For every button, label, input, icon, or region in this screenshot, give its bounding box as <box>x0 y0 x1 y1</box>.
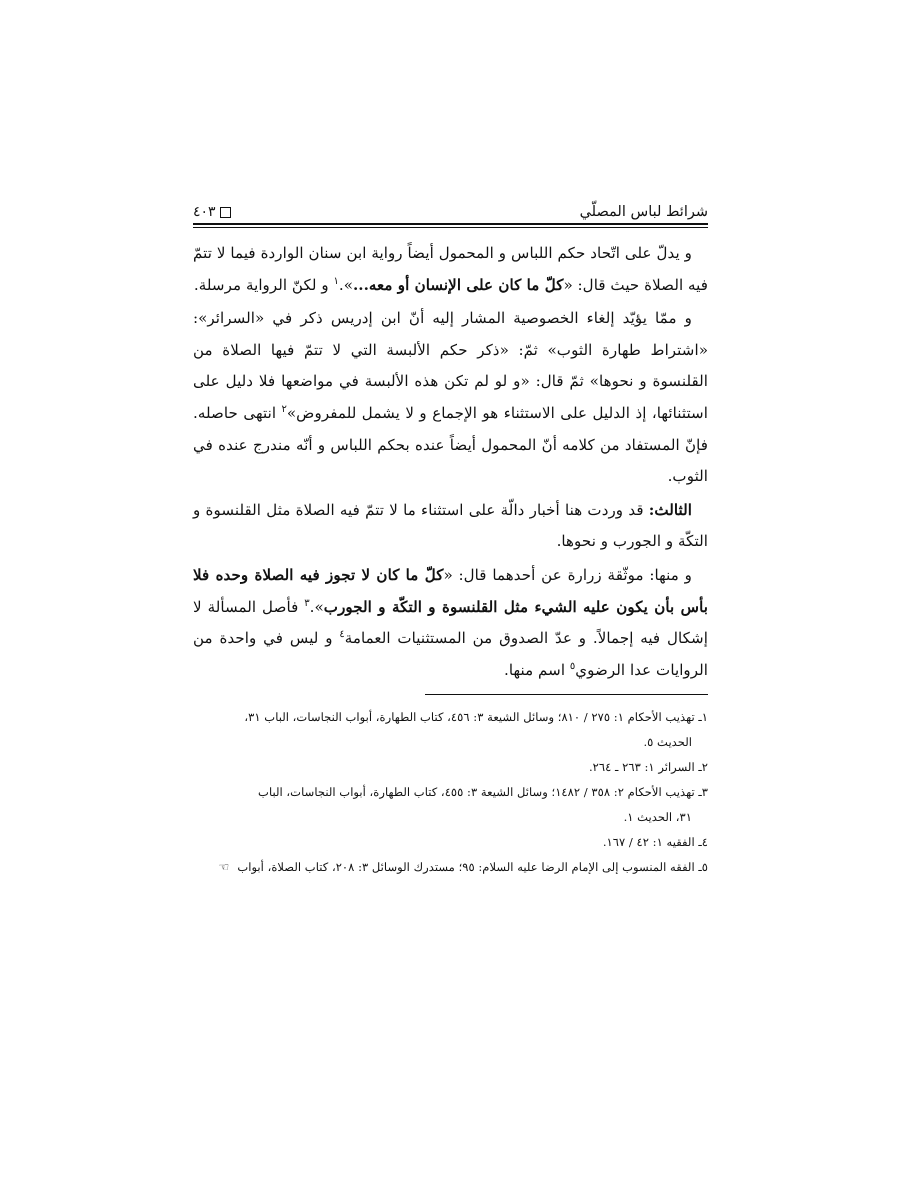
footnote-text: ٣ـ تهذيب الأحكام ٢: ٣٥٨ / ١٤٨٢؛ وسائل الشيعة ٣: ٤٥٥، كتاب الطهارة، أبواب النجاسات، الباب <box>258 785 708 800</box>
footnote-text: الحديث ٥. <box>643 735 692 750</box>
quote-bold: كلّ ما كان على الإنسان أو معه... <box>353 275 564 294</box>
text-run: و لكنّ الرواية مرسلة. <box>193 275 334 294</box>
footnote-ref-3: ٣ <box>304 597 310 609</box>
text-run: و ليس في واحدة من الروايات عدا الرضوي <box>193 629 708 679</box>
footnotes <box>193 705 708 880</box>
header-double-rule <box>193 223 708 228</box>
footnote-3 <box>193 780 708 830</box>
page-number: ٤٠٣ <box>193 204 216 220</box>
paragraph-1 <box>193 238 708 301</box>
text-run: و يدلّ على اتّحاد حكم اللباس و المحمول أيضاً رواية ابن سنان الواردة فيما لا تتمّ فيه الصلاة حيث قال: « <box>193 244 708 294</box>
text-run: ». <box>309 597 324 616</box>
text-run: ». <box>338 275 353 294</box>
text-run: و منها: موثّقة زرارة عن أحدهما قال: « <box>443 565 692 584</box>
page-number-block <box>193 204 231 220</box>
text-run: قد وردت هنا أخبار دالّة على استثناء ما لا تتمّ فيه الصلاة مثل القلنسوة و التكّة و الجورب و نحوها. <box>193 500 708 551</box>
footnote-text: ١ـ تهذيب الأحكام ١: ٢٧٥ / ٨١٠؛ وسائل الشيعة ٣: ٤٥٦، كتاب الطهارة، أبواب النجاسات، الباب ٣١، <box>244 710 708 725</box>
footnote-text: ٢ـ السرائر ١: ٢٦٣ ـ ٢٦٤. <box>588 760 708 775</box>
running-header <box>193 196 708 220</box>
footnote-text: ٤ـ الفقيه ١: ٤٢ / ١٦٧. <box>602 835 708 850</box>
running-title: شرائط لباس المصلّي <box>579 204 708 220</box>
footnote-ref-2: ٢ <box>281 403 287 415</box>
section-lead: الثالث: <box>648 500 692 519</box>
footnote-ref-1: ١ <box>333 275 339 287</box>
paragraph-4 <box>193 560 708 686</box>
footnote-2 <box>193 755 708 780</box>
paragraph-3 <box>193 495 708 558</box>
footnote-ref-4: ٤ <box>339 629 345 641</box>
footnote-4 <box>193 830 708 855</box>
paragraph-2 <box>193 303 708 493</box>
footnote-ref-5: ٥ <box>569 660 576 672</box>
square-icon <box>220 207 231 218</box>
text-run: اسم منها. <box>504 660 570 679</box>
footnote-text: ٣١، الحديث ١. <box>623 810 692 825</box>
footnote-rule <box>425 694 708 695</box>
footnote-5 <box>193 855 708 880</box>
text-run: و ممّا يؤيّد إلغاء الخصوصية المشار إليه أنّ ابن إدريس ذكر في «السرائر»: «اشتراط طهارة الثوب» ثمّ: «ذكر حكم الألبسة التي لا تتمّ فيها الصلاة من القلنسوة و نحوها» ثمّ قال: «و لو لم تكن هذه الألبسة في مواضعها فلا دليل على استثنائها، إذ الدليل على الاستثناء هو الإجماع و لا يشمل للمفروض» <box>193 309 708 422</box>
quote-bold: كلّ ما كان لا تجوز فيه الصلاة وحده فلا بأس بأن يكون عليه الشيء مثل القلنسوة و التكّة و الجورب <box>193 565 708 616</box>
main-text <box>193 238 708 686</box>
pointing-hand-icon: ☜ <box>218 860 230 875</box>
text-run: انتهى حاصله. فإنّ المستفاد من كلامه أنّ المحمول أيضاً عنده بحكم اللباس و أنّه مندرج عنده في الثوب. <box>193 403 708 486</box>
footnote-text: ٥ـ الفقه المنسوب إلى الإمام الرضا عليه السلام: ٩٥؛ مستدرك الوسائل ٣: ٢٠٨، كتاب الصلاة، أبواب <box>237 860 708 875</box>
footnote-1 <box>193 705 708 755</box>
text-run: فأصل المسألة لا إشكال فيه إجمالاً. و عدّ الصدوق من المستثنيات العمامة <box>193 597 708 648</box>
book-page <box>193 196 708 880</box>
